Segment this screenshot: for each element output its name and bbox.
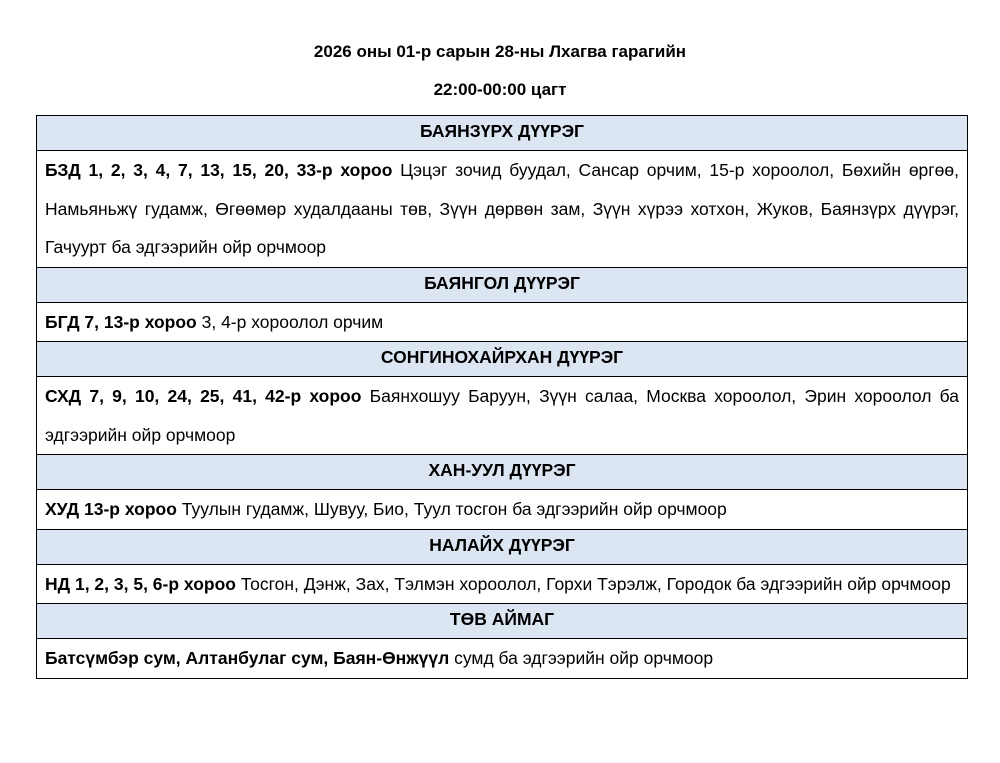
district-header-tuv-aimag: ТӨВ АЙМАГ	[37, 604, 968, 639]
table-row	[37, 116, 968, 151]
district-header-khan-uul: ХАН-УУЛ ДҮҮРЭГ	[37, 455, 968, 490]
district-details-nalaikh	[37, 564, 968, 604]
khoroo-list: ХУД 13-р хороо	[45, 499, 177, 519]
table-row	[37, 490, 968, 530]
outage-schedule-table	[36, 115, 968, 679]
area-list: Баянхошуу Баруун, Зүүн салаа, Москва хороолол, Эрин хороолол ба эдгээрийн ойр орчмоор	[45, 386, 960, 445]
table-row	[37, 267, 968, 302]
district-details-tuv-aimag	[37, 639, 968, 679]
district-details-bayanzurkh	[37, 151, 968, 268]
khoroo-list: НД 1, 2, 3, 5, 6-р хороо	[45, 573, 236, 594]
khoroo-list: БГД 7, 13-р хороо	[45, 311, 197, 332]
area-list: сумд ба эдгээрийн ойр орчмоор	[449, 648, 714, 668]
area-list: 3, 4-р хороолол орчим	[196, 311, 384, 332]
khoroo-list: СХД 7, 9, 10, 24, 25, 41, 42-р хороо	[45, 386, 362, 406]
district-header-bayangol: БАЯНГОЛ ДҮҮРЭГ	[37, 267, 968, 302]
table-row	[37, 604, 968, 639]
area-list: Тосгон, Дэнж, Зах, Тэлмэн хороолол, Горхи Тэрэлж, Городок ба эдгээрийн ойр орчмоор	[235, 573, 951, 594]
district-header-nalaikh: НАЛАЙХ ДҮҮРЭГ	[37, 529, 968, 564]
area-list: Туулын гудамж, Шувуу, Био, Туул тосгон ба эдгээрийн ойр орчмоор	[176, 499, 727, 519]
table-row	[37, 455, 968, 490]
district-details-bayangol	[37, 302, 968, 342]
table-row	[37, 342, 968, 377]
district-header-songinokhairkhan: СОНГИНОХАЙРХАН ДҮҮРЭГ	[37, 342, 968, 377]
sum-list: Батсүмбэр сум, Алтанбулаг сум, Баян-Өнжүүл	[45, 648, 450, 668]
table-row	[37, 529, 968, 564]
khoroo-list: БЗД 1, 2, 3, 4, 7, 13, 15, 20, 33-р хороо	[45, 160, 393, 180]
document-title: 2026 оны 01-р сарын 28-ны Лхагва гарагийн	[313, 42, 687, 61]
district-details-songinokhairkhan	[37, 377, 968, 455]
district-header-bayanzurkh: БАЯНЗҮРХ ДҮҮРЭГ	[37, 116, 968, 151]
document-time-range: 22:00-00:00 цагт	[433, 80, 567, 99]
table-row	[37, 564, 968, 604]
district-details-khan-uul	[37, 490, 968, 530]
table-row	[37, 302, 968, 342]
area-list: Цэцэг зочид буудал, Сансар орчим, 15-р хороолол, Бөхийн өргөө, Намьяньжү гудамж, Өгөөмөр худалдааны төв, Зүүн дөрвөн зам, Зүүн хүрээ хотхон, Жуков, Баянзүрх дүүрэг, Гачуурт ба эдгээрийн ойр орчмоор	[45, 160, 959, 257]
table-row	[37, 151, 968, 268]
table-row	[37, 639, 968, 679]
table-row	[37, 377, 968, 455]
